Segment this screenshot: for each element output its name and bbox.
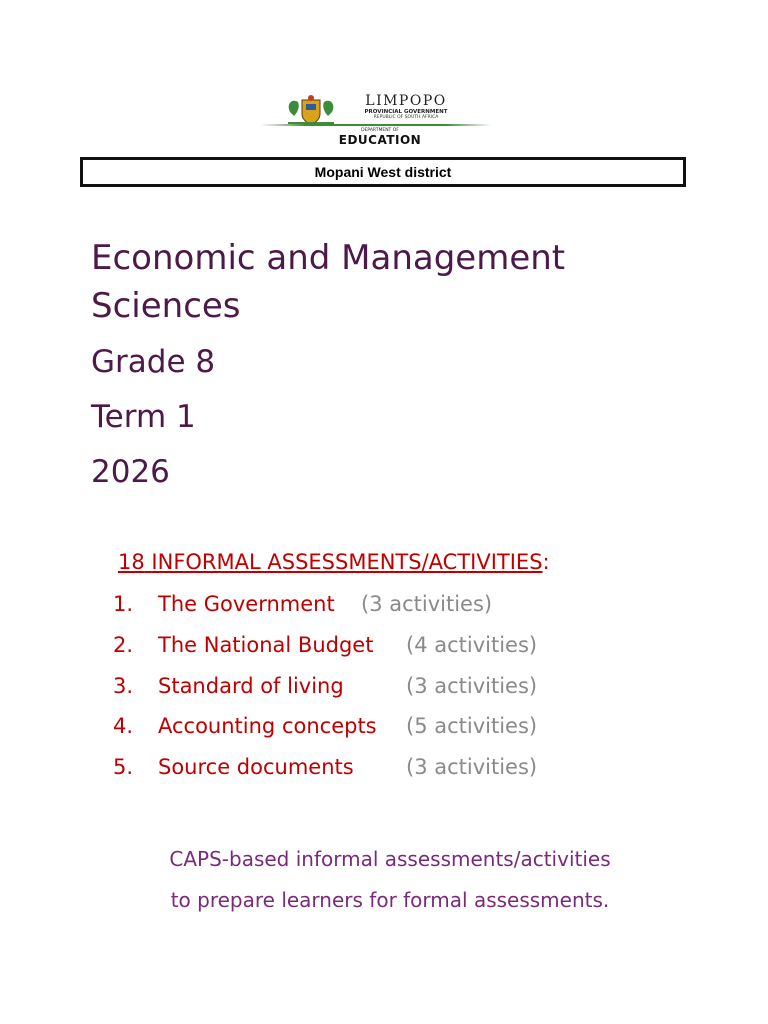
government-text: PROVINCIAL GOVERNMENT (364, 109, 448, 115)
list-item-count: (4 activities) (406, 633, 538, 657)
year-label: 2026 (91, 454, 170, 490)
list-item-count: (3 activities) (361, 592, 493, 616)
footnote-line-1: CAPS-based informal assessments/activities (169, 847, 611, 871)
republic-text: REPUBLIC OF SOUTH AFRICA (373, 115, 439, 120)
assessments-label: INFORMAL ASSESSMENTS/ACTIVITIES (151, 550, 543, 574)
list-item-name: The National Budget (158, 633, 374, 657)
logo-divider (260, 124, 492, 126)
list-item-name: The Government (158, 592, 335, 616)
limpopo-education-logo (260, 92, 492, 148)
list-item-number: 5. (113, 755, 134, 779)
district-banner (80, 157, 686, 187)
assessments-heading: 18 INFORMAL ASSESSMENTS/ACTIVITIES: (118, 550, 550, 574)
assessments-count: 18 (118, 550, 145, 574)
term-label: Term 1 (91, 399, 196, 435)
list-item-count: (3 activities) (406, 674, 538, 698)
list-item-name: Accounting concepts (158, 714, 377, 738)
department-text: DEPARTMENT OF (361, 128, 399, 133)
list-item-number: 1. (113, 592, 134, 616)
list-item-number: 2. (113, 633, 134, 657)
list-item-name: Source documents (158, 755, 354, 779)
list-item-count: (5 activities) (406, 714, 538, 738)
footnote-line-2: to prepare learners for formal assessments. (170, 888, 610, 912)
education-text: EDUCATION (338, 133, 422, 147)
subject-title: Economic and Management Sciences (91, 238, 566, 326)
list-item-number: 4. (113, 714, 134, 738)
province-name: LIMPOPO (365, 93, 447, 109)
coat-of-arms-icon (282, 94, 340, 128)
district-name: Mopani West district (314, 164, 452, 180)
list-item-count: (3 activities) (406, 755, 538, 779)
grade-label: Grade 8 (91, 344, 216, 380)
list-item-name: Standard of living (158, 674, 344, 698)
list-item-number: 3. (113, 674, 134, 698)
